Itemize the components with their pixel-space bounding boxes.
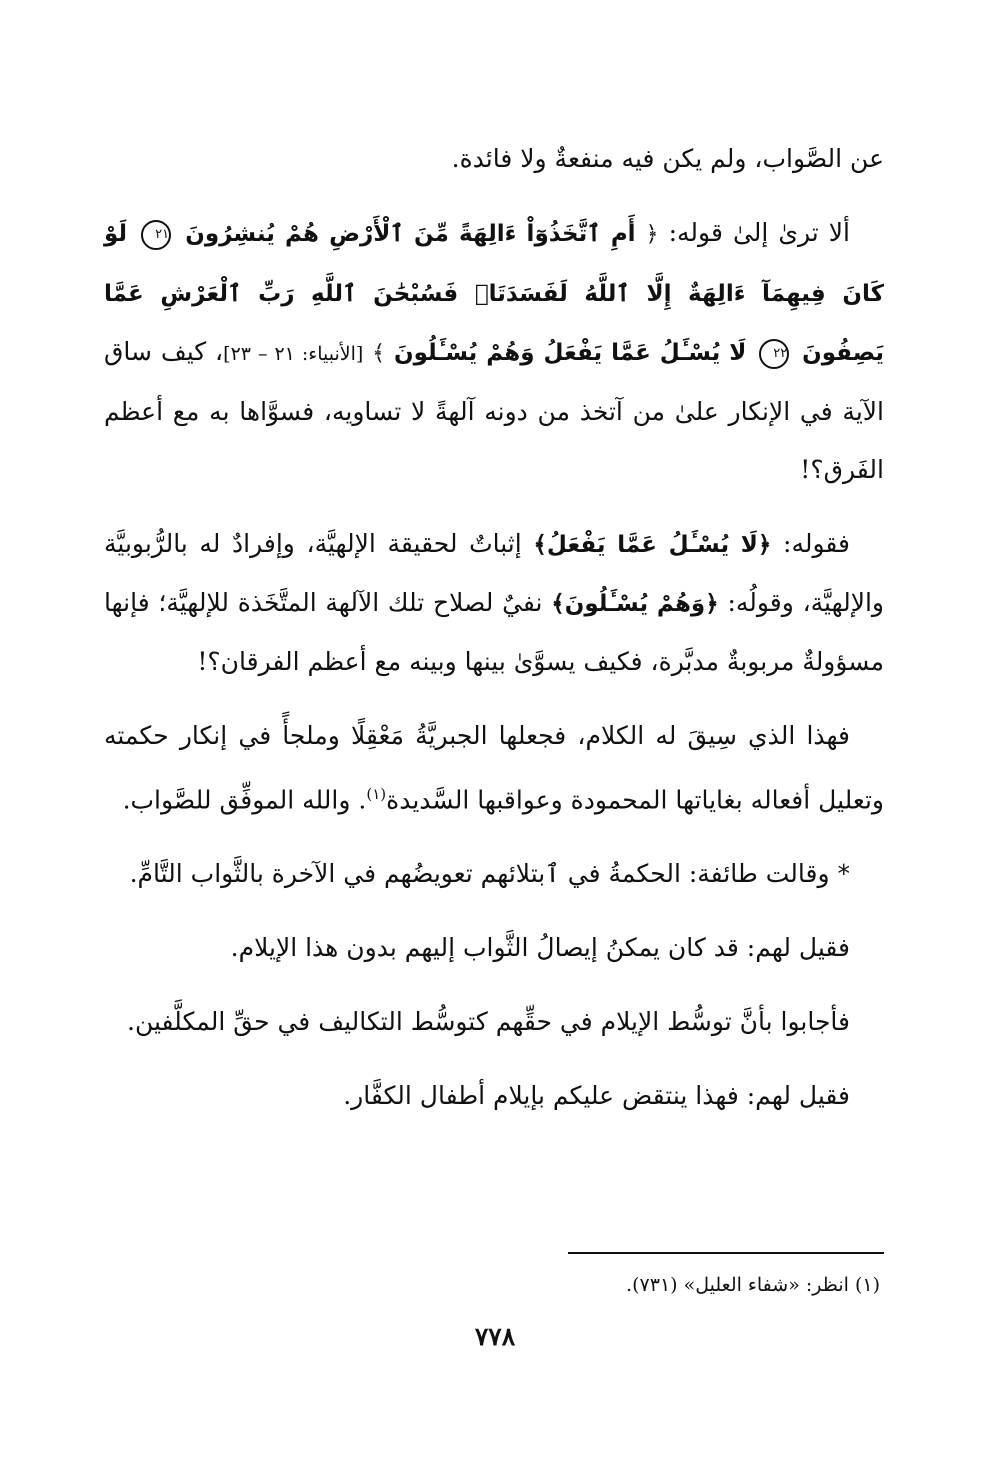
paragraph-5: [104, 845, 884, 903]
paragraph-5-text: وقالت طائفة: الحكمةُ في ٱبتلائهم تعويضُهم في الآخرة بالثَّواب التَّامِّ.: [129, 859, 830, 889]
footnote-number: (١): [854, 1274, 880, 1296]
footnote-marker[interactable]: (١): [366, 785, 387, 803]
footnote-divider: [568, 1252, 884, 1254]
page-body: [104, 130, 884, 1141]
section-star-marker: *: [837, 859, 850, 889]
paragraph-7-text: فأجابوا بأنَّ توسُّط الإيلام في حقِّهم كتوسُّط التكاليف في حقِّ المكلَّفين.: [127, 1007, 850, 1037]
quran-verse-21: أَمِ ٱتَّخَذُوٓاْ ءَالِهَةً مِّنَ ٱلْأَرْضِ هُمْ يُنشِرُونَ: [185, 221, 636, 247]
quran-open-bracket: ﴿: [645, 222, 659, 247]
paragraph-3-part-c: نفيٌ لصلاح تلك الآلهة المتَّخَذة للإلهيَّة؛ فإنها مسؤولةٌ مربوبةٌ مدبَّرة، فكيف يسوَّىٰ بينها وبينه مع أعظم الفرقان؟!: [104, 588, 884, 676]
paragraph-3-part-b: إثباتٌ لحقيقة الإلهيَّة، وإفرادٌ له بالرُّبوبيَّة والإلهيَّة، وقولُه:: [104, 529, 885, 617]
paragraph-3-part-a: فقوله:: [783, 529, 850, 558]
paragraph-8: [104, 1067, 884, 1125]
quote-intro: ألا ترىٰ إلىٰ قوله:: [668, 218, 850, 247]
paragraph-6-text: فقيل لهم: قد كان يمكنُ إيصالُ الثَّواب إليهم بدون هذا الإيلام.: [230, 933, 850, 963]
quran-quote-1: ﴿لَا يُسْـَٔلُ عَمَّا يَفْعَلُ﴾: [533, 532, 772, 558]
quran-verse-23: لَا يُسْـَٔلُ عَمَّا يَفْعَلُ وَهُمْ يُسْـَٔلُونَ: [393, 340, 747, 366]
footnote: [180, 1268, 880, 1302]
paragraph-8-text: فقيل لهم: فهذا ينتقض عليكم بإيلام أطفال الكفَّار.: [343, 1081, 850, 1111]
quran-verse-22: لَوْ كَانَ فِيهِمَآ ءَالِهَةٌ إِلَّا ٱللَّهُ لَفَسَدَتَاۚ فَسُبْحَٰنَ ٱللَّهِ رَبِّ ٱلْعَرْشِ عَمَّا يَصِفُونَ: [104, 221, 885, 366]
footnote-text: انظر: «شفاء العليل» (٧٣١).: [626, 1274, 849, 1296]
page-number: ٧٧٨: [474, 1322, 516, 1351]
paragraph-4-part-a: فهذا الذي سِيقَ له الكلام، فجعلها الجبريَّةُ مَعْقِلًا وملجأً في إنكار حكمته وتعليل أفعاله بغاياتها المحمودة وعواقبها السَّديدة: [104, 721, 884, 815]
paragraph-1-text: عن الصَّواب، ولم يكن فيه منفعةٌ ولا فائدة.: [451, 144, 884, 173]
quran-close-bracket: ﴾: [372, 341, 386, 366]
paragraph-7: [104, 993, 884, 1051]
paragraph-3: [104, 515, 884, 691]
quran-reference: [الأنبياء: ٢١ – ٢٣]: [223, 343, 364, 365]
quran-quote-2: ﴿وَهُمْ يُسْـَٔلُونَ﴾: [551, 591, 719, 617]
ayah-number-21: ٢١: [141, 220, 171, 250]
paragraph-6: [104, 919, 884, 977]
paragraph-1: [104, 130, 884, 188]
paragraph-4: [104, 707, 884, 829]
paragraph-4-part-b: . والله الموفِّق للصَّواب.: [122, 785, 367, 815]
ayah-number-22: ٢٢: [759, 339, 789, 369]
paragraph-2-rest: ، كيف ساق الآية في الإنكار علىٰ من آتخذ من دونه آلهةً لا تساويه، فسوَّاها به مع أعظم الفَرق؟!: [104, 337, 884, 484]
paragraph-2: [104, 204, 884, 499]
